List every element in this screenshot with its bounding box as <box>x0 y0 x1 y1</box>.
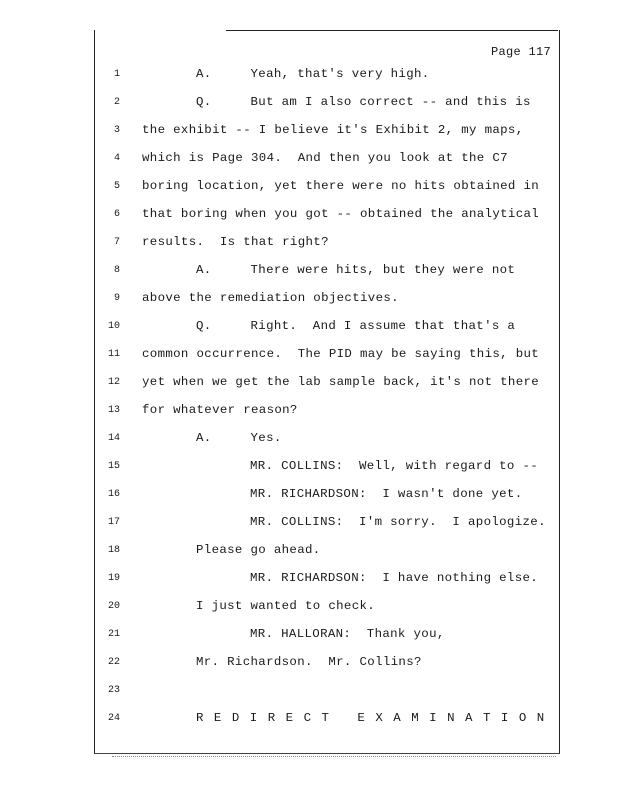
line-number: 20 <box>107 601 120 612</box>
line-number: 14 <box>107 433 120 444</box>
line-text: boring location, yet there were no hits obtained in <box>142 179 540 193</box>
transcript-line <box>0 67 619 87</box>
line-text: common occurrence. The PID may be saying this, but <box>142 347 540 361</box>
transcript-line <box>0 95 619 115</box>
line-text: that boring when you got -- obtained the analytical <box>142 207 540 221</box>
line-number: 24 <box>107 713 120 724</box>
line-number: 22 <box>107 657 120 668</box>
transcript-line <box>0 627 619 647</box>
line-text: Mr. Richardson. Mr. Collins? <box>196 655 422 669</box>
line-text: A. Yeah, that's very high. <box>196 67 430 81</box>
transcript-line <box>0 151 619 171</box>
page-footer-rule <box>112 756 556 757</box>
line-number: 18 <box>107 545 120 556</box>
line-number: 9 <box>113 293 120 304</box>
section-heading: REDIRECT EXAMINATION <box>196 711 555 725</box>
transcript-line <box>0 683 619 703</box>
page-number: Page 117 <box>490 45 551 59</box>
transcript-line <box>0 543 619 563</box>
line-number: 2 <box>113 97 120 108</box>
line-text: MR. HALLORAN: Thank you, <box>250 627 445 641</box>
transcript-line <box>0 263 619 283</box>
line-text: the exhibit -- I believe it's Exhibit 2, my maps, <box>142 123 524 137</box>
line-number: 11 <box>107 349 120 360</box>
line-number: 4 <box>113 153 120 164</box>
line-number: 15 <box>107 461 120 472</box>
transcript-line <box>0 207 619 227</box>
line-text: Q. But am I also correct -- and this is <box>196 95 531 109</box>
line-text: yet when we get the lab sample back, it's not there <box>142 375 540 389</box>
line-text: results. Is that right? <box>142 235 329 249</box>
line-text: for whatever reason? <box>142 403 298 417</box>
transcript-line <box>0 599 619 619</box>
line-text: which is Page 304. And then you look at the C7 <box>142 151 508 165</box>
transcript-line <box>0 655 619 675</box>
line-number: 21 <box>107 629 120 640</box>
line-text: MR. RICHARDSON: I have nothing else. <box>250 571 539 585</box>
line-number: 1 <box>113 69 120 80</box>
line-number: 19 <box>107 573 120 584</box>
line-number: 7 <box>113 237 120 248</box>
line-number: 12 <box>107 377 120 388</box>
line-text: A. Yes. <box>196 431 282 445</box>
transcript-line <box>0 375 619 395</box>
line-text: Q. Right. And I assume that that's a <box>196 319 516 333</box>
transcript-line <box>0 235 619 255</box>
line-number: 3 <box>113 125 120 136</box>
line-text: Please go ahead. <box>196 543 321 557</box>
transcript-line <box>0 459 619 479</box>
transcript-line <box>0 571 619 591</box>
transcript-line <box>0 291 619 311</box>
transcript-line <box>0 487 619 507</box>
transcript-line <box>0 319 619 339</box>
line-text: MR. RICHARDSON: I wasn't done yet. <box>250 487 523 501</box>
line-number: 6 <box>113 209 120 220</box>
line-text: above the remediation objectives. <box>142 291 399 305</box>
transcript-line <box>0 431 619 451</box>
line-number: 5 <box>113 181 120 192</box>
line-number: 16 <box>107 489 120 500</box>
line-number: 13 <box>107 405 120 416</box>
transcript-line <box>0 347 619 367</box>
transcript-line <box>0 403 619 423</box>
line-number: 17 <box>107 517 120 528</box>
transcript-line <box>0 123 619 143</box>
transcript-line <box>0 711 619 731</box>
transcript-line <box>0 515 619 535</box>
line-number: 8 <box>113 265 120 276</box>
transcript-line <box>0 179 619 199</box>
line-text: MR. COLLINS: I'm sorry. I apologize. <box>250 515 546 529</box>
line-number: 23 <box>107 685 120 696</box>
line-number: 10 <box>107 321 120 332</box>
line-text: MR. COLLINS: Well, with regard to -- <box>250 459 539 473</box>
line-text: I just wanted to check. <box>196 599 376 613</box>
line-text: A. There were hits, but they were not <box>196 263 516 277</box>
